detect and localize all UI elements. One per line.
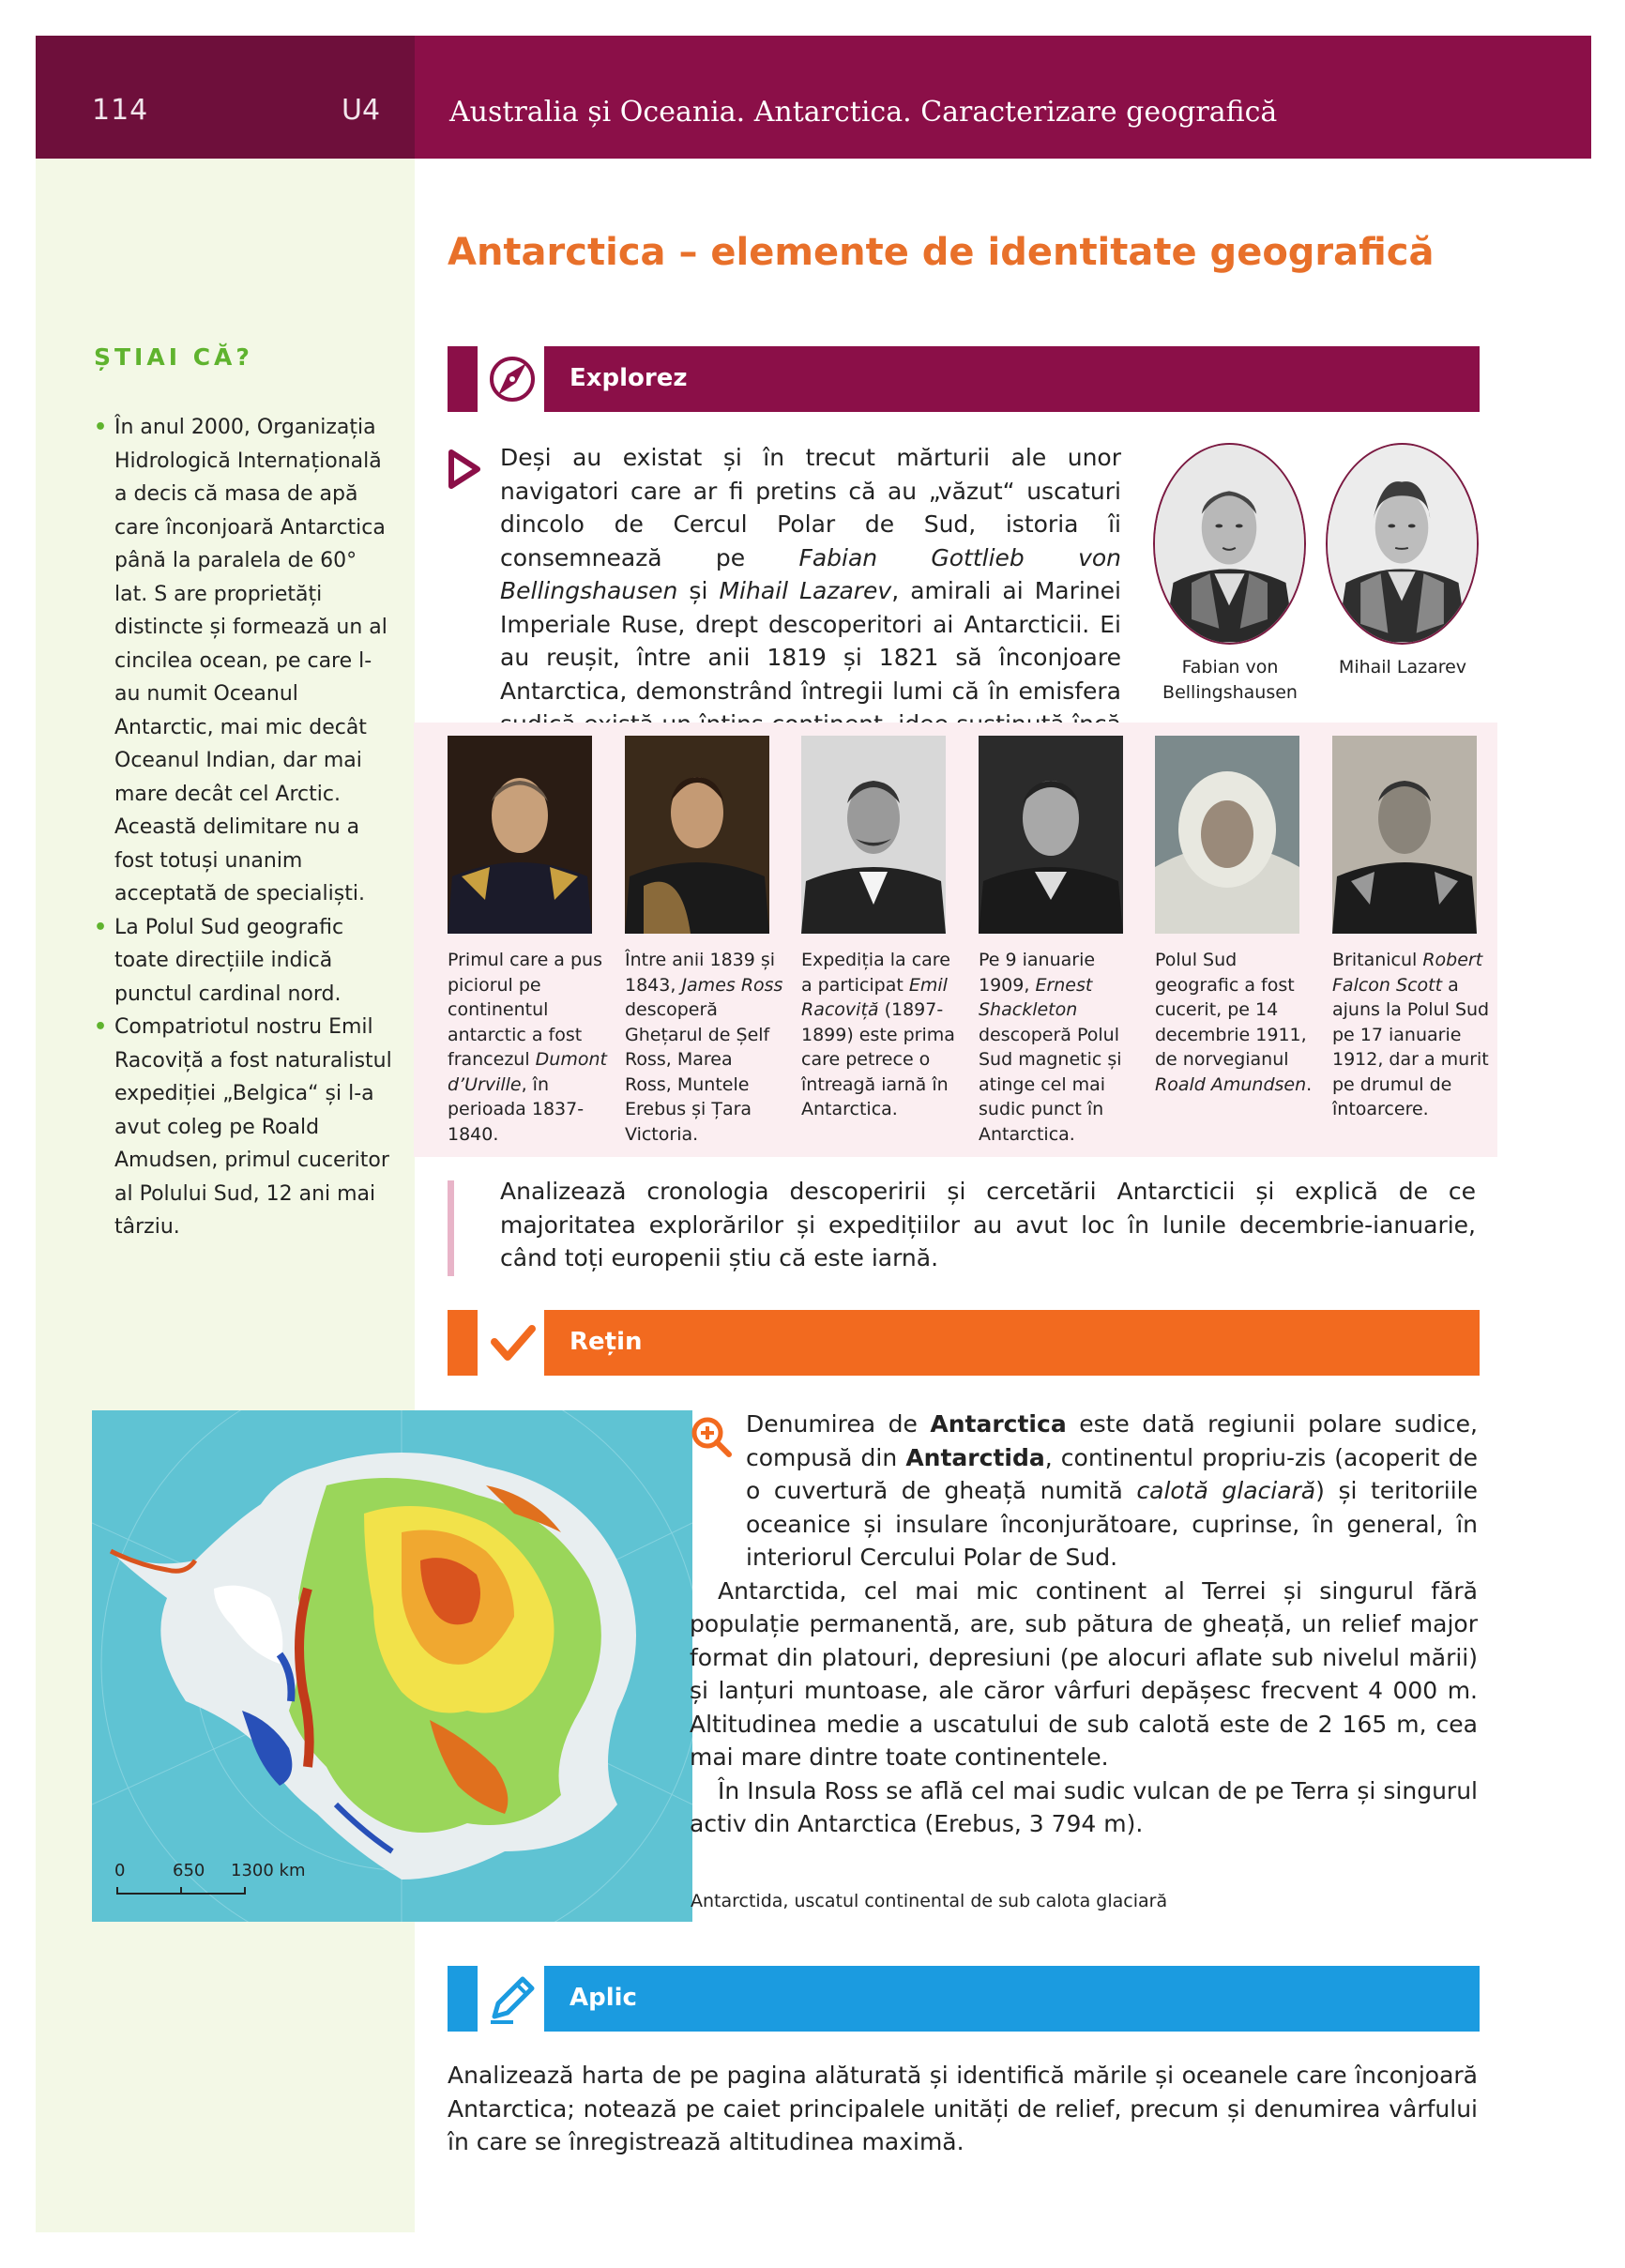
header-right: [415, 36, 1591, 159]
antarctica-bedrock-map: [92, 1410, 692, 1922]
caption-text: Britanicul: [1332, 950, 1423, 970]
sidebar-fact: • Compatriotul nostru Emil Racoviță a fost naturalistul expediției „Belgica“ și l-a avut coleg pe Roald Amudsen, primul cuceritor al Polului Sud, 12 ani mai târziu.: [94, 1011, 394, 1244]
retin-text-part: ) și teritoriile oceanice și insulare înconjurătoare, cuprinse, în general, în interiorul Cercului Polar de Sud.: [746, 1477, 1479, 1571]
chapter-title: Australia și Oceania. Antarctica. Caracterizare geografică: [449, 96, 1278, 129]
retin-section-bar: [448, 1310, 1480, 1376]
explorez-text-part: Deși au existat și în trecut mărturii ale unor navigatori care ar fi pretins că au „văzut“ uscaturi dincolo de Cercul Polar de Sud, istoria îi consemnează pe: [500, 444, 1121, 571]
photo-emil-racovita: [801, 736, 946, 934]
scale-label: 1300 km: [231, 1861, 306, 1880]
section-marker: [448, 1966, 478, 2032]
caption-text: Expediția la care a participat: [801, 950, 950, 996]
map-caption: Antarctida, uscatul continental de sub calota glaciară: [691, 1891, 1168, 1911]
caption-text: a ajuns la Polul Sud pe 17 ianuarie 1912, dar a murit pe drumul de întoarcere.: [1332, 974, 1490, 1119]
checkmark-icon: [485, 1316, 539, 1370]
page-number: 114: [92, 94, 149, 127]
retin-paragraph-1: [690, 1408, 1478, 1575]
caption-text: Polul Sud geografic a fost cucerit, pe 14 decembrie 1911, de norvegianul: [1155, 950, 1307, 1070]
photo-dumont-durville: [448, 736, 592, 934]
lesson-title: Antarctica – elemente de identitate geografică: [448, 231, 1435, 274]
retin-text-part: este dată regiunii polare sudice, compusă din: [746, 1410, 1479, 1471]
header-left: [36, 36, 415, 159]
caption-text: (1897-1899) este prima care petrece o întreagă iarnă în Antarctica.: [801, 999, 955, 1119]
caption-text: Între anii 1839 și 1843,: [625, 950, 776, 996]
explorez-text-part: , amirali ai Marinei Imperiale Ruse, drept descoperitori ai Antarcticii. Ei au reușit, între anii 1819 și 1821 să înconjoare Antarctica, demonstrând întregii lumi că în emisfera: [500, 577, 1121, 705]
photo-james-ross: [625, 736, 769, 934]
caption-name: Emil Racoviță: [801, 974, 948, 1020]
caption-text: Pe 9 ianuarie 1909,: [979, 950, 1096, 996]
retin-text-part: Denumirea de: [746, 1410, 931, 1438]
retin-text: [690, 1408, 1478, 1841]
caption-name: Dumont d’Urville: [448, 1049, 607, 1095]
caption-name: Ernest Shackleton: [979, 974, 1093, 1020]
page-header: [36, 36, 1591, 159]
section-marker: [448, 346, 478, 412]
caption-name: James Ross: [681, 974, 783, 996]
retin-text-part: , continentul propriu-zis (acoperit de o cuvertură de gheață numită: [746, 1443, 1478, 1504]
scale-label: 650: [173, 1861, 205, 1880]
sidebar-title: ȘTIAI CĂ?: [94, 343, 253, 371]
portrait-caption: Mihail Lazarev: [1338, 657, 1467, 677]
photo-robert-falcon-scott: [1332, 736, 1477, 934]
explorez-section-bar: [448, 346, 1480, 412]
explorer-caption: [979, 948, 1138, 1147]
section-marker: [448, 1310, 478, 1376]
portrait-caption: Fabian von Bellingshausen: [1162, 657, 1298, 703]
compass-icon: [485, 352, 539, 406]
caption-text: descoperă Polul Sud magnetic și atinge cel mai sudic punct în Antarctica.: [979, 1024, 1122, 1145]
retin-paragraph-3: În Insula Ross se află cel mai sudic vulcan de pe Terra și singurul activ din Antarctica (Erebus, 3 794 m).: [690, 1776, 1478, 1837]
sidebar-list: [94, 411, 394, 1244]
pencil-icon: [485, 1971, 539, 2026]
sidebar-fact: • La Polul Sud geografic toate direcțiile indică punctul cardinal nord.: [94, 911, 394, 1012]
term-antarctida: Antarctida: [905, 1443, 1045, 1471]
explorez-label: Explorez: [544, 346, 1480, 412]
explorer-caption: [625, 948, 784, 1147]
caption-name: Roald Amundsen: [1155, 1073, 1307, 1095]
explorer-caption: [1332, 948, 1492, 1122]
portrait-bellingshausen: [1153, 443, 1306, 645]
caption-text: , în perioada 1837-1840.: [448, 1073, 585, 1145]
name-bellingshausen: Fabian Gottlieb von Bellingshausen: [500, 543, 1122, 604]
caption-text: .: [1306, 1073, 1313, 1095]
quote-bar: [448, 1180, 454, 1276]
explorer-caption: [801, 948, 961, 1122]
unit-label: U4: [342, 94, 381, 127]
analyze-task: Analizează cronologia descoperirii și cercetării Antarcticii și explică de ce majoritatea explorărilor și expedițiilor au avut loc în lunile decembrie-ianuarie, când toți europenii știu că este iarnă.: [500, 1178, 1476, 1271]
retin-paragraph-2: Antarctida, cel mai mic continent al Terrei și singurul fără populație permanentă, are, sub pătura de gheață, un relief major format din platouri, depresiuni (pe alocuri aflate sub nivelul mării) și lanțuri muntoase, ale căror vârfuri depășesc frecvent 4 000 m. Altitudinea medie a uscatului de sub calotă este de 2 165 m, cea mai mare dintre toate continentele.: [690, 1576, 1478, 1771]
scale-label: 0: [114, 1861, 126, 1880]
map-scale: [114, 1861, 306, 1898]
portrait-lazarev: [1326, 443, 1479, 645]
aplic-label: Aplic: [544, 1966, 1480, 2032]
explorer-caption: [1155, 948, 1314, 1097]
play-icon: [448, 449, 481, 490]
retin-label: Rețin: [544, 1310, 1480, 1376]
caption-name: Robert Falcon Scott: [1332, 950, 1483, 996]
explorez-text-part: și: [677, 577, 720, 604]
sidebar-fact: • În anul 2000, Organizația Hidrologică Internațională a decis că masa de apă care înconjoară Antarctica până la paralela de 60° lat. S are proprietăți distincte și formează un al cincilea ocean, pe care l-au numit Oceanul Antarctic, mai mic decât Oceanul Indian, dar mai mare decât cel Arctic. Această delimitare nu a fost totuși unanim acceptată de specialiști.: [94, 411, 394, 911]
term-antarctica: Antarctica: [930, 1410, 1067, 1438]
caption-text: descoperă Ghețarul de Șelf Ross, Marea Ross, Muntele Erebus și Țara Victoria.: [625, 999, 770, 1145]
term-calota-glaciara: calotă glaciară: [1136, 1477, 1316, 1504]
photo-ernest-shackleton: [979, 736, 1123, 934]
name-lazarev: Mihail Lazarev: [719, 577, 892, 604]
aplic-task: Analizează harta de pe pagina alăturată și identifică mările și oceanele care înconjoară Antarctica; notează pe caiet principalele unități de relief, precum și denumirea vârfului în care se înregistrează altitudinea maximă.: [448, 2062, 1478, 2155]
explorer-caption: [448, 948, 607, 1147]
caption-text: Primul care a pus piciorul pe continentul antarctic a fost francezul: [448, 950, 602, 1070]
photo-roald-amundsen: [1155, 736, 1299, 934]
aplic-section-bar: [448, 1966, 1480, 2032]
